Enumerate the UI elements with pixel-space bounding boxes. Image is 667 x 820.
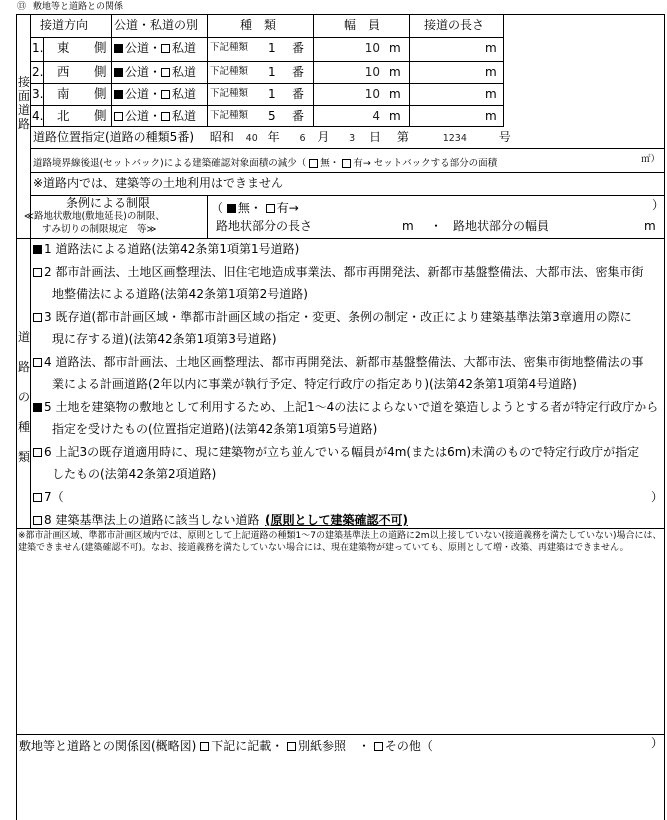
road-type-number: 5 [268, 109, 276, 123]
ordinance-length-unit: m [402, 219, 414, 233]
row-direction-side: 側 [94, 108, 107, 123]
public-road-label: 公道・ [125, 87, 162, 101]
road-type-5-text: 指定を受けたもの(位置指定道路)(法第42条第1項第5号道路) [52, 422, 378, 436]
private-road-label: 私道 [172, 109, 197, 123]
ordinance-sub2: すみ切りの制限規定 等≫ [42, 224, 157, 235]
road-type-4-text: 業による計画道路(2年以内に事業が執行予定、特定行政庁の指定あり)(法第42条第1項第4号道路) [52, 377, 577, 391]
road-width-value: 10 [364, 65, 380, 79]
road-type-4-text: 4 道路法、都市計画法、土地区画整理法、都市再開発法、新都市基盤整備法、大都市法、密集市街地整備法の事 [44, 355, 644, 369]
row-direction-side: 側 [94, 64, 107, 79]
road-type-8-emphasis: (原則として建築確認不可) [265, 513, 408, 527]
frame-right [664, 14, 665, 820]
public-road-checkbox[interactable] [114, 90, 123, 99]
road-designation [33, 130, 511, 146]
public-road-label: 公道・ [125, 41, 162, 55]
road-type-label: 下記種類 [210, 42, 249, 53]
road-type-number: 1 [268, 87, 276, 101]
frontage-length-unit: m [485, 109, 497, 123]
row-number: 4. [32, 109, 44, 123]
side-label-road-types: 道路の種類 [18, 330, 31, 464]
public-road-label: 公道・ [125, 65, 162, 79]
designation-month-unit: 月 [317, 130, 330, 144]
public-road-checkbox[interactable] [114, 112, 123, 121]
row-direction-side: 側 [94, 40, 107, 55]
ordinance-yes-checkbox[interactable] [266, 204, 275, 213]
designation-year-unit: 年 [267, 130, 280, 144]
road-width-unit: m [389, 41, 401, 55]
private-road-checkbox[interactable] [161, 90, 170, 99]
road-type-number: 1 [268, 41, 276, 55]
road-type-2-text: 地整備法による道路(法第42条第1項第2号道路) [52, 287, 308, 301]
road-width-value: 4 [372, 109, 380, 123]
road-type-4-checkbox[interactable] [33, 358, 42, 367]
designation-label: 道路位置指定(道路の種類5番) [33, 130, 194, 144]
private-road-label: 私道 [172, 87, 197, 101]
public-road-checkbox[interactable] [114, 44, 123, 53]
ordinance-none-label: 無・ [237, 201, 262, 215]
section-title: 敷地等と道路との関係 [33, 2, 124, 12]
diagram-opt1-checkbox[interactable] [200, 742, 209, 751]
road-width-unit: m [389, 87, 401, 101]
frontage-length-unit: m [485, 87, 497, 101]
row-direction: 西 [57, 64, 70, 79]
public-road-label: 公道・ [125, 109, 162, 123]
ordinance-yes-label: 有→ [276, 201, 299, 215]
designation-era: 昭和 [209, 130, 234, 144]
row-direction: 東 [57, 40, 70, 55]
frontage-length-unit: m [485, 65, 497, 79]
ordinance-width-unit: m [644, 219, 656, 233]
row-number: 2. [32, 65, 44, 79]
row-direction-side: 側 [94, 86, 107, 101]
header-type: 種 類 [240, 18, 277, 32]
road-type-ban: 番 [292, 87, 305, 101]
ordinance-none-checkbox[interactable] [227, 204, 236, 213]
road-type-8-checkbox[interactable] [33, 516, 42, 525]
road-type-number: 1 [268, 65, 276, 79]
designation-no-prefix: 第 [396, 130, 409, 144]
row-number: 1. [32, 41, 44, 55]
row-direction: 北 [57, 108, 70, 123]
road-type-label: 下記種類 [210, 110, 249, 121]
road-type-ban: 番 [292, 65, 305, 79]
setback-none-checkbox[interactable] [309, 159, 318, 168]
road-type-2-checkbox[interactable] [33, 268, 42, 277]
ordinance-label: 条例による制限 [66, 196, 151, 210]
designation-day-unit: 日 [369, 130, 382, 144]
ordinance-options [211, 199, 299, 216]
road-width-unit: m [389, 109, 401, 123]
private-road-checkbox[interactable] [161, 68, 170, 77]
ordinance-close-paren: ） [652, 198, 665, 212]
road-type-1-checkbox[interactable] [33, 245, 42, 254]
road-type-8-text: 8 建築基準法上の道路に該当しない道路 [44, 513, 260, 527]
road-type-6-text: 6 上記3の既存道適用時に、現に建築物が立ち並んでいる幅員が4m(または6m)未満のもので特定行政庁が指定 [44, 445, 640, 459]
ordinance-width-label: 路地状部分の幅員 [453, 219, 550, 233]
setback-yes-label: 有→ セットバックする部分の面積 [353, 158, 498, 169]
ordinance-open-paren: （ [211, 201, 224, 215]
road-note: ※道路内では、建築等の土地利用はできません [33, 176, 284, 190]
road-type-5-text: 5 土地を建築物の敷地として利用するため、上記1～4の法によらないで道を築造しようとする者が特定行政庁から [44, 400, 659, 414]
designation-month: 6 [299, 133, 306, 144]
setback-unit: ㎡） [641, 154, 661, 165]
ordinance-sep: ・ [430, 219, 443, 233]
road-type-2-text: 2 都市計画法、土地区画整理法、旧住宅地造成事業法、都市再開発法、新都市基盤整備法、大都市法、密集市街 [44, 265, 644, 279]
row-number: 3. [32, 87, 44, 101]
road-type-7-text: 7（ [44, 490, 64, 504]
setback-none-label: 無・ [320, 158, 340, 169]
diagram-opt2-checkbox[interactable] [287, 742, 296, 751]
road-type-3-text: 3 既存道(都市計画区域・準都市計画区域の指定・変更、条例の制定・改正により建築基準法第3章適用の際に [44, 310, 632, 324]
diagram-label: 敷地等と道路との関係図(概略図) [19, 739, 197, 753]
blank-area [17, 575, 664, 733]
side-label-frontage: 接面道路 [18, 75, 31, 131]
road-width-value: 10 [364, 87, 380, 101]
road-type-6-checkbox[interactable] [33, 448, 42, 457]
setback-line [33, 155, 497, 169]
setback-yes-checkbox[interactable] [342, 159, 351, 168]
designation-number: 1234 [442, 133, 467, 144]
warning-note: ※都市計画区域、準都市計画区域内では、原則として上記道路の種類1～7の建築基準法上の道路に2m以上接していない(接道義務を満たしていない)場合には、建築できません(建築確認不可)。なお、接道義務を満たしていない場合には、現在建築物が建っていても、原則として増・改築、再建築はできません。 [18, 531, 662, 553]
header-width: 幅 員 [344, 18, 381, 32]
road-type-5-checkbox[interactable] [33, 403, 42, 412]
diagram-opt3-label: その他（ [384, 739, 433, 753]
road-type-3-checkbox[interactable] [33, 313, 42, 322]
private-road-checkbox[interactable] [161, 44, 170, 53]
frontage-length-unit: m [485, 41, 497, 55]
row-direction: 南 [57, 86, 70, 101]
private-road-label: 私道 [172, 65, 197, 79]
road-width-value: 10 [364, 41, 380, 55]
road-type-ban: 番 [292, 109, 305, 123]
road-type-3-text: 現に存する道)(法第42条第1項第3号道路) [52, 332, 277, 346]
road-type-label: 下記種類 [210, 66, 249, 77]
ordinance-sub1: ≪路地状敷地(敷地延長)の制限、 [24, 211, 165, 222]
road-type-label: 下記種類 [210, 88, 249, 99]
diagram-area[interactable] [17, 752, 664, 818]
designation-day: 3 [349, 133, 356, 144]
header-length: 接道の長さ [424, 18, 485, 32]
public-road-checkbox[interactable] [114, 68, 123, 77]
header-direction: 接道方向 [40, 18, 89, 32]
designation-no-suffix: 号 [498, 130, 511, 144]
road-type-7-checkbox[interactable] [33, 493, 42, 502]
designation-year: 40 [245, 133, 258, 144]
private-road-label: 私道 [172, 41, 197, 55]
road-type-7-close: ） [651, 490, 664, 504]
diagram-opt1-label: 下記に記載・ [211, 739, 284, 753]
header-road-kind: 公道・私道の別 [114, 18, 199, 32]
road-type-ban: 番 [292, 41, 305, 55]
section-number: ⑬ [17, 2, 27, 12]
ordinance-length-label: 路地状部分の長さ [216, 219, 313, 233]
diagram-opt2-label: 別紙参照 ・ [298, 739, 371, 753]
diagram-opt3-checkbox[interactable] [374, 742, 383, 751]
road-type-6-text: したもの(法第42条第2項道路) [52, 467, 217, 481]
private-road-checkbox[interactable] [161, 112, 170, 121]
setback-text: 道路境界線後退(セットバック)による建築確認対象面積の減少（ [33, 158, 307, 169]
road-width-unit: m [389, 65, 401, 79]
diagram-close-paren: ） [651, 736, 664, 750]
road-type-1-text: 1 道路法による道路(法第42条第1項第1号道路) [44, 242, 300, 256]
